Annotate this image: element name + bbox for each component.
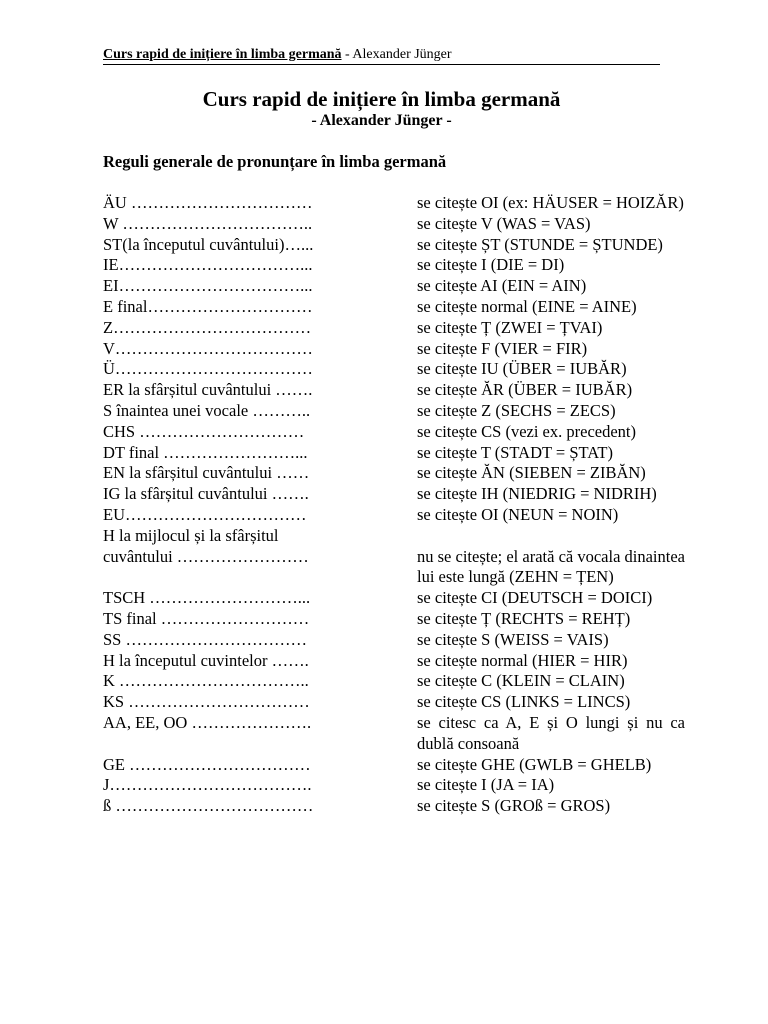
rule-pronunciation: se citește Ț (RECHTS = REHȚ): [417, 608, 631, 628]
rule-letters: cuvântului ……………………: [103, 546, 309, 566]
rule-row: [103, 671, 688, 692]
rule-pronunciation: se citește I (JA = IA): [417, 775, 555, 795]
rule-pronunciation: se citește V (WAS = VAS): [417, 213, 591, 233]
rule-pronunciation: se citește OI (ex: HÄUSER = HOIZĂR): [417, 193, 684, 212]
rule-pronunciation: [417, 526, 685, 547]
rule-pronunciation: se citește ȘT (STUNDE = ȘTUNDE): [417, 234, 663, 254]
rule-letters: GE ……………………………: [103, 754, 311, 774]
rule-row: [103, 422, 688, 443]
rule-pronunciation: se citește CS (LINKS = LINCS): [417, 692, 631, 712]
rule-row: [103, 755, 688, 776]
rule-pronunciation: se citește GHE (GWLB = GHELB): [417, 754, 652, 774]
rule-letters: K ……………………………..: [103, 671, 309, 691]
rule-row: [103, 193, 688, 214]
rule-pronunciation: se citește S (WEISS = VAIS): [417, 629, 609, 649]
rule-row: [103, 401, 688, 422]
rule-letters: AA, EE, OO ………………….: [103, 712, 312, 732]
rule-letters: E final…………………………: [103, 296, 313, 316]
rule-pronunciation: se citește CI (DEUTSCH = DOICI): [417, 588, 653, 608]
rule-letters: EU……………………………: [103, 504, 307, 524]
rule-pronunciation: nu se citește; el arată că vocala dinaintea lui este lungă (ZEHN = ȚEN): [417, 546, 685, 587]
rule-letters: ST(la începutul cuvântului)…...: [103, 234, 314, 254]
pronunciation-rules-table: [103, 193, 688, 817]
rule-pronunciation: se citește normal (HIER = HIR): [417, 650, 628, 670]
section-heading: Reguli generale de pronunțare în limba germană: [103, 152, 447, 171]
rule-letters: ß ………………………………: [103, 796, 314, 816]
rule-letters: H la începutul cuvintelor …….: [103, 650, 309, 670]
rule-letters: Z………………………………: [103, 317, 312, 337]
rule-letters: SS ……………………………: [103, 629, 307, 649]
rule-row: [103, 547, 688, 589]
rule-pronunciation: se citesc ca A, E și O lungi și nu ca dublă consoană: [417, 712, 685, 753]
rule-pronunciation: se citește ĂR (ÜBER = IUBĂR): [417, 380, 633, 400]
rule-row: [103, 484, 688, 505]
rule-pronunciation: se citește S (GROß = GROS): [417, 796, 611, 816]
rule-pronunciation: se citește OI (NEUN = NOIN): [417, 504, 619, 524]
rule-letters: EN la sfârșitul cuvântului ……: [103, 463, 310, 483]
rule-row: [103, 630, 688, 651]
rule-row: [103, 380, 688, 401]
rule-row: [103, 339, 688, 360]
rule-row: [103, 692, 688, 713]
rule-pronunciation: se citește Z (SECHS = ZECS): [417, 400, 616, 420]
rule-pronunciation: se citește I (DIE = DI): [417, 255, 565, 275]
rule-row: [103, 505, 688, 526]
rule-row: [103, 318, 688, 339]
rule-letters: IE……………………………...: [103, 255, 313, 275]
rule-letters: TSCH ………………………...: [103, 588, 311, 608]
rule-pronunciation: se citește Ț (ZWEI = ȚVAI): [417, 317, 603, 337]
rule-row: [103, 255, 688, 276]
rule-letters: V………………………………: [103, 338, 313, 358]
running-header-title: Curs rapid de inițiere în limba germană: [103, 47, 342, 62]
document-author: - Alexander Jünger -: [311, 112, 452, 129]
running-header: [103, 46, 660, 65]
rule-row: [103, 443, 688, 464]
rule-pronunciation: se citește normal (EINE = AINE): [417, 296, 637, 316]
rule-row: [103, 526, 688, 547]
rule-row: [103, 235, 688, 256]
rule-letters: CHS …………………………: [103, 421, 305, 441]
rule-row: [103, 463, 688, 484]
rule-row: [103, 276, 688, 297]
rule-row: [103, 609, 688, 630]
rule-letters: H la mijlocul și la sfârșitul: [103, 525, 279, 545]
rule-row: [103, 297, 688, 318]
rule-pronunciation: se citește IU (ÜBER = IUBĂR): [417, 359, 627, 379]
rule-row: [103, 359, 688, 380]
rule-letters: Ü………………………………: [103, 359, 313, 379]
rule-row: [103, 651, 688, 672]
rule-letters: ÄU ……………………………: [103, 193, 313, 212]
rule-row: [103, 214, 688, 235]
rule-letters: ER la sfârșitul cuvântului …….: [103, 380, 313, 400]
running-header-author: - Alexander Jünger: [341, 47, 452, 62]
rule-letters: J……………………………….: [103, 775, 312, 795]
rule-pronunciation: se citește CS (vezi ex. precedent): [417, 421, 636, 441]
rule-pronunciation: se citește ĂN (SIEBEN = ZIBĂN): [417, 463, 646, 483]
document-title: Curs rapid de inițiere în limba germană: [202, 87, 561, 111]
rule-row: [103, 588, 688, 609]
rule-letters: EI……………………………...: [103, 276, 313, 296]
rule-row: [103, 796, 688, 817]
rule-letters: IG la sfârșitul cuvântului …….: [103, 484, 309, 504]
rule-letters: TS final ………………………: [103, 608, 310, 628]
rule-pronunciation: se citește T (STADT = ȘTAT): [417, 442, 613, 462]
rule-pronunciation: se citește C (KLEIN = CLAIN): [417, 671, 625, 691]
rule-letters: S înaintea unei vocale ………..: [103, 400, 311, 420]
rule-row: [103, 713, 688, 755]
rule-letters: W ……………………………..: [103, 213, 313, 233]
rule-row: [103, 775, 688, 796]
rule-letters: DT final ……………………...: [103, 442, 308, 462]
rule-pronunciation: se citește AI (EIN = AIN): [417, 276, 587, 296]
rule-pronunciation: se citește F (VIER = FIR): [417, 338, 588, 358]
rule-letters: KS ……………………………: [103, 692, 310, 712]
rule-pronunciation: se citește IH (NIEDRIG = NIDRIH): [417, 484, 657, 504]
